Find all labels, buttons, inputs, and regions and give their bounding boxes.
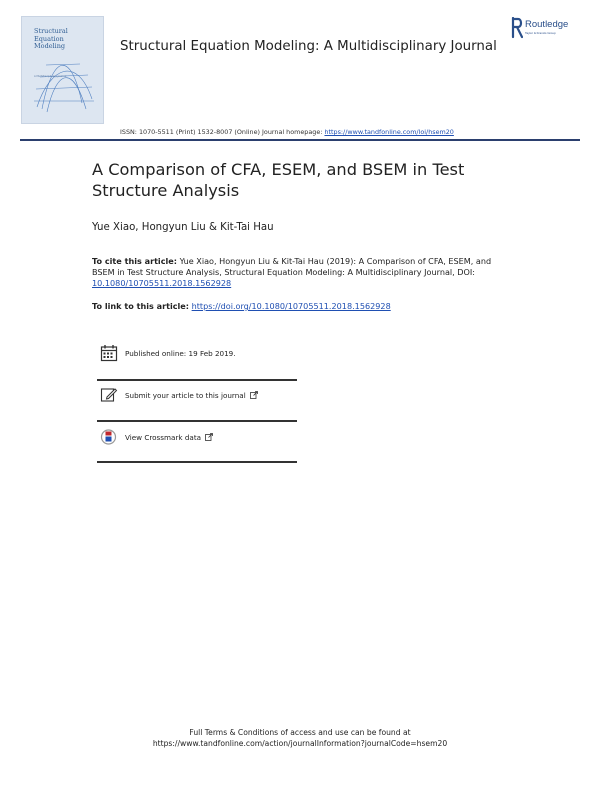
info-divider [97,379,297,381]
info-divider [97,461,297,463]
external-link-icon [250,391,258,399]
cite-text: Yue Xiao, Hongyun Liu & Kit-Tai Hau (2019): A Comparison of CFA, ESEM, and BSEM in Test Structure Analysis, Structural Equation Modeling: A Multidisciplinary Journal, DOI: [92,256,492,277]
issn-text: ISSN: 1070-5511 (Print) 1532-8007 (Online) Journal homepage: [120,128,323,136]
journal-title: Structural Equation Modeling: A Multidisciplinary Journal [120,39,497,54]
published-date: Published online: 19 Feb 2019. [125,349,236,358]
journal-homepage-link[interactable]: https://www.tandfonline.com/loi/hsem20 [324,128,454,136]
cover-title: Structural Equation Modeling [34,27,68,50]
cover-subtitle: A Multidisciplinary Journal [34,75,67,78]
submit-article-row[interactable] [100,386,297,410]
footer-terms-link[interactable]: https://www.tandfonline.com/action/journalInformation?journalCode=hsem20 [152,739,448,748]
journal-cover-image [21,16,104,124]
submit-article-link[interactable]: Submit your article to this journal [125,391,258,400]
article-doi-link[interactable]: https://doi.org/10.1080/10705511.2018.1562928 [191,301,391,311]
crossmark-row[interactable] [100,428,297,452]
footer-terms-text: Full Terms & Conditions of access and use can be found at [189,728,411,737]
article-title: A Comparison of CFA, ESEM, and BSEM in Test Structure Analysis [92,160,465,200]
info-divider [97,420,297,422]
routledge-logo-icon [511,17,523,39]
cite-label: To cite this article: [92,256,178,266]
link-label: To link to this article: [92,301,190,311]
edit-icon [100,386,118,404]
external-link-icon [205,433,213,441]
article-authors: Yue Xiao, Hongyun Liu & Kit-Tai Hau [92,222,274,233]
crossmark-link[interactable]: View Crossmark data [125,433,213,442]
routledge-logo: Routledge Taylor & Francis Group [511,17,591,41]
citation-block [92,256,512,289]
footer [0,727,600,749]
header-divider [20,139,580,141]
article-link-line [92,301,391,311]
calendar-icon [100,344,118,362]
crossmark-icon [100,428,118,446]
published-online-row [100,344,297,368]
issn-line [120,128,454,136]
cite-doi-link[interactable]: 10.1080/10705511.2018.1562928 [92,278,232,288]
